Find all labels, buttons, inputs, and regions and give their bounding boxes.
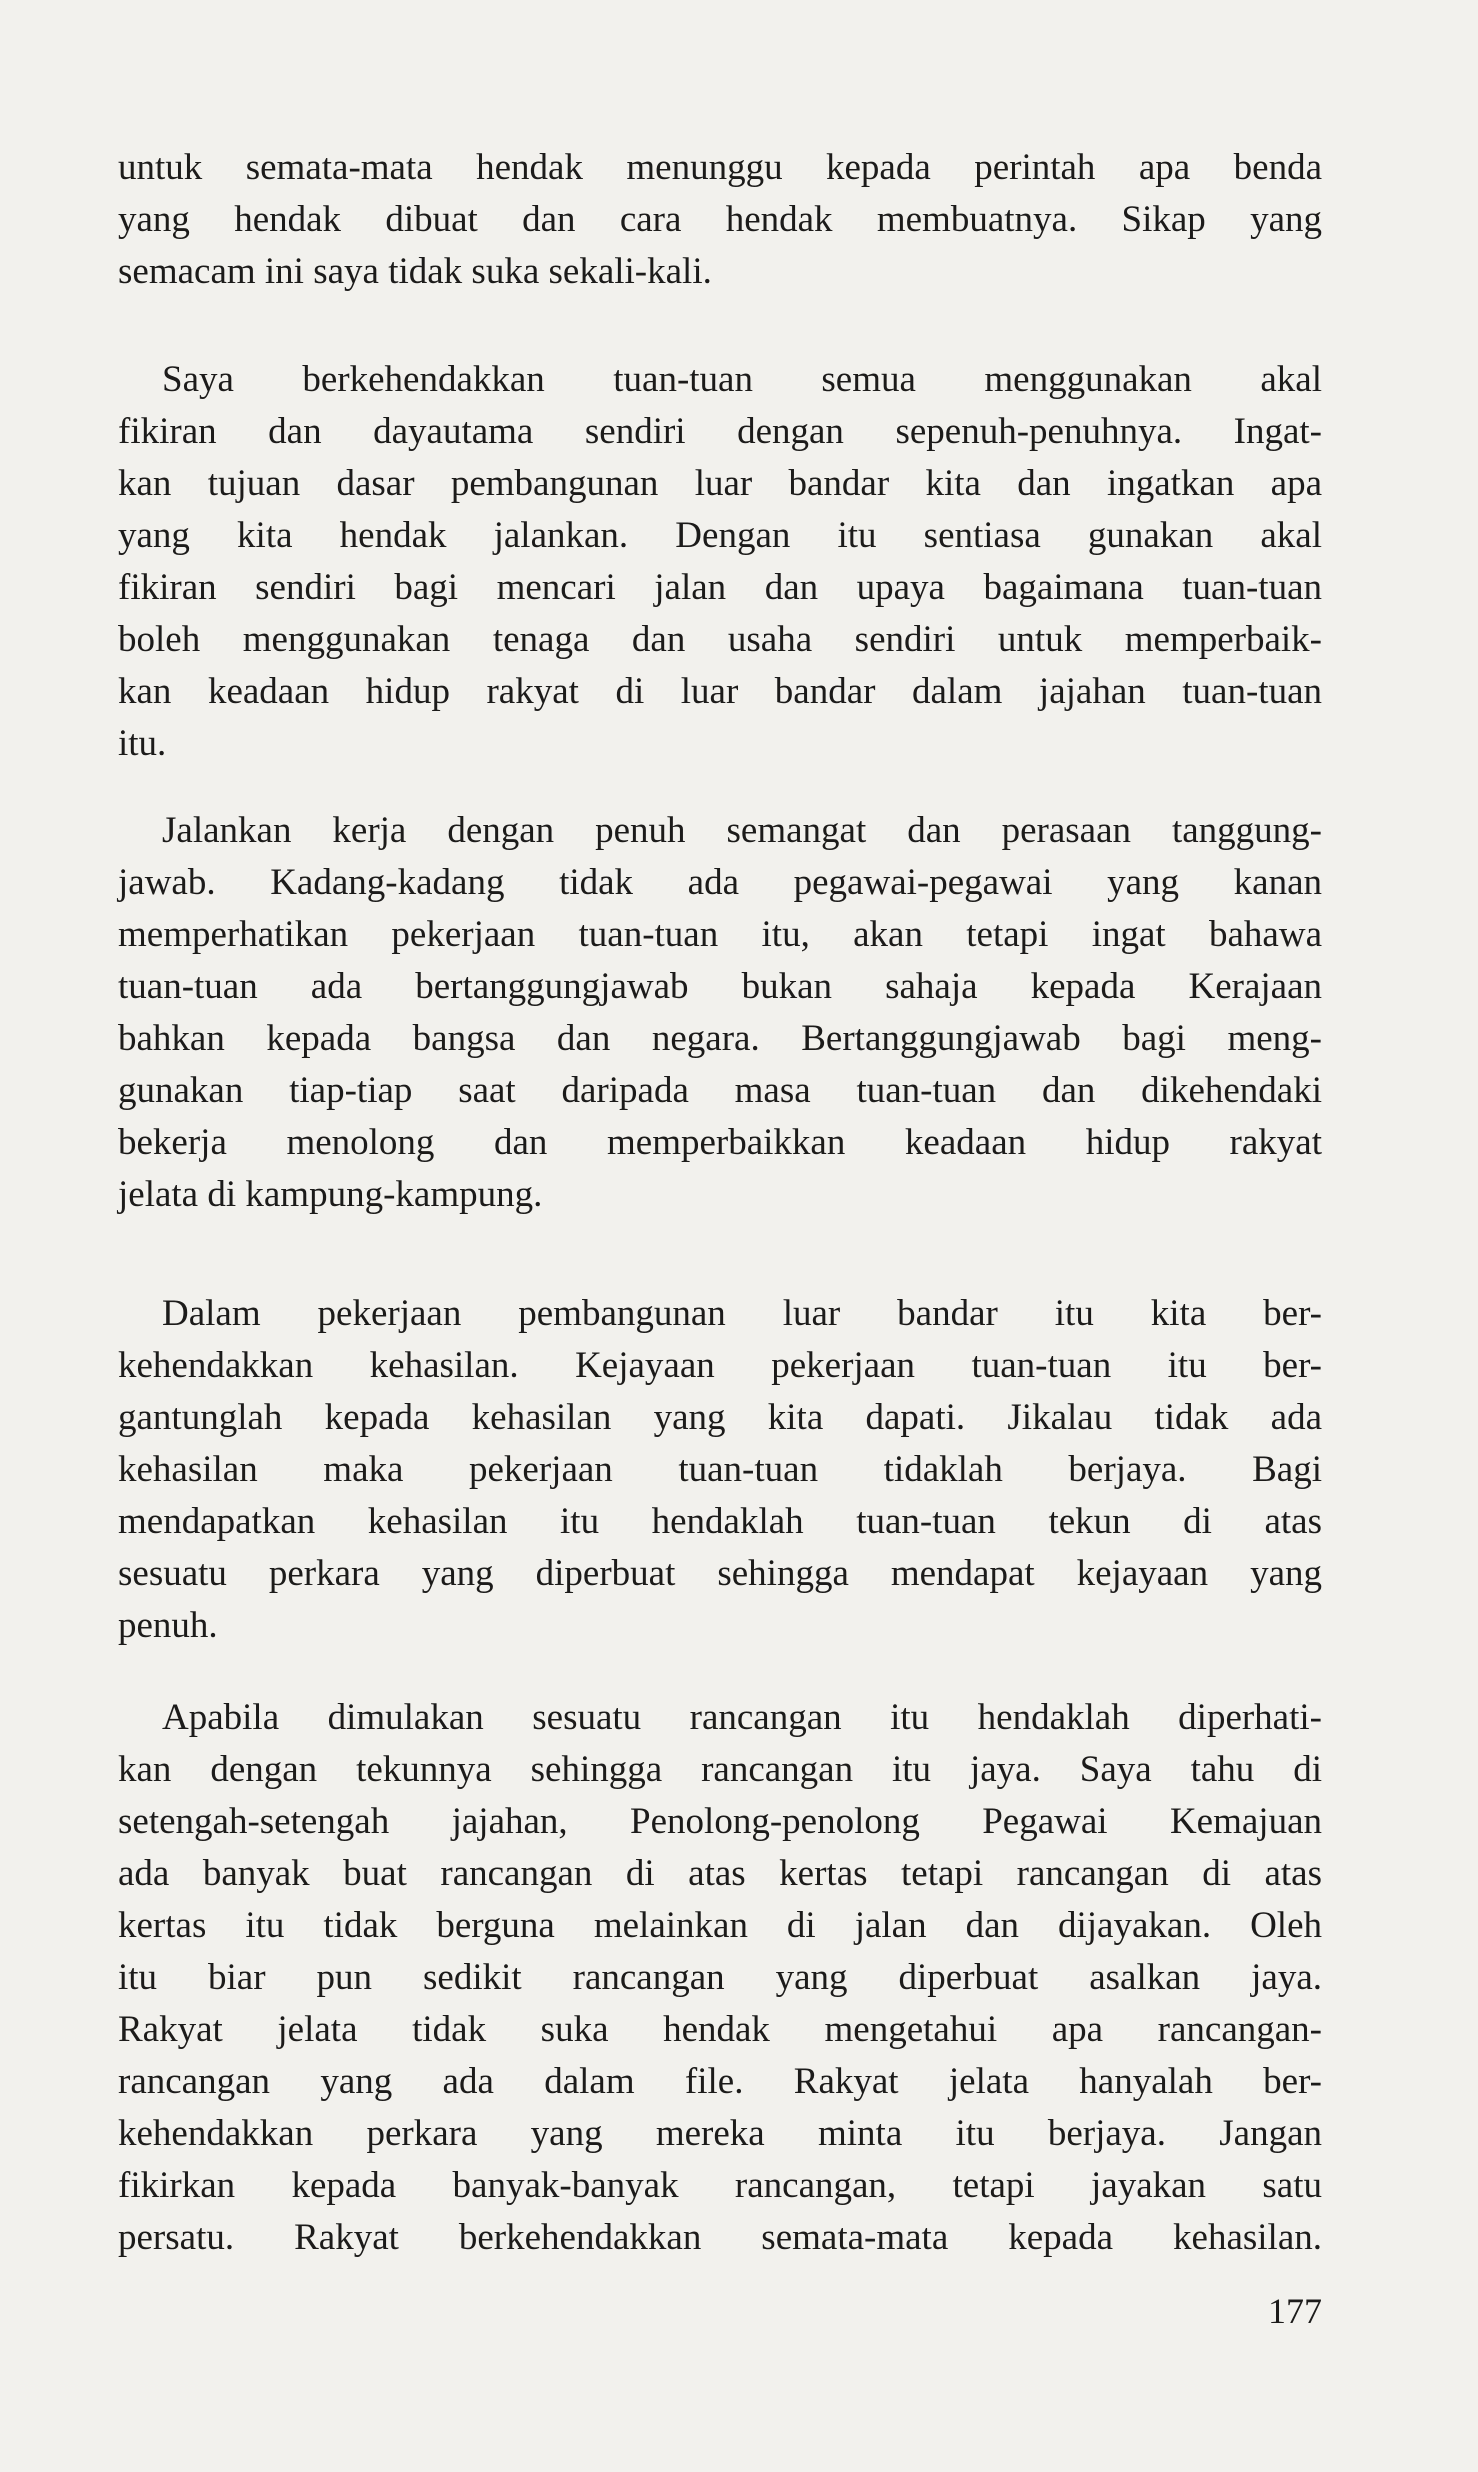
- text-line: kehendakkan perkara yang mereka minta itu berjaya. Jangan: [118, 2113, 1322, 2154]
- text-line: bekerja menolong dan memperbaikkan keadaan hidup rakyat: [118, 1122, 1322, 1163]
- text-line: kertas itu tidak berguna melainkan di jalan dan dijayakan. Oleh: [118, 1905, 1322, 1946]
- paragraph-1: [118, 142, 1322, 298]
- text-line: fikiran dan dayautama sendiri dengan sepenuh-penuhnya. Ingat-: [118, 411, 1322, 452]
- text-line: kehendakkan kehasilan. Kejayaan pekerjaan tuan-tuan itu ber-: [118, 1345, 1322, 1386]
- page-number: 177: [1268, 2291, 1322, 2331]
- text-line: gantunglah kepada kehasilan yang kita dapati. Jikalau tidak ada: [118, 1397, 1322, 1438]
- text-line: mendapatkan kehasilan itu hendaklah tuan-tuan tekun di atas: [118, 1501, 1322, 1542]
- text-line: persatu. Rakyat berkehendakkan semata-mata kepada kehasilan.: [118, 2217, 1322, 2258]
- text-line: kan tujuan dasar pembangunan luar bandar kita dan ingatkan apa: [118, 463, 1322, 504]
- text-line: setengah-setengah jajahan, Penolong-penolong Pegawai Kemajuan: [118, 1801, 1322, 1842]
- text-line: fikiran sendiri bagi mencari jalan dan upaya bagaimana tuan-tuan: [118, 567, 1322, 608]
- text-line: gunakan tiap-tiap saat daripada masa tuan-tuan dan dikehendaki: [118, 1070, 1322, 1111]
- text-line: Rakyat jelata tidak suka hendak mengetahui apa rancangan-: [118, 2009, 1322, 2050]
- text-line: bahkan kepada bangsa dan negara. Bertanggungjawab bagi meng-: [118, 1018, 1322, 1059]
- text-line: jelata di kampung-kampung.: [118, 1174, 543, 1215]
- text-line: Dalam pekerjaan pembangunan luar bandar itu kita ber-: [162, 1293, 1322, 1334]
- text-line: memperhatikan pekerjaan tuan-tuan itu, akan tetapi ingat bahawa: [118, 914, 1322, 955]
- text-line: Saya berkehendakkan tuan-tuan semua menggunakan akal: [162, 359, 1322, 400]
- text-line: jawab. Kadang-kadang tidak ada pegawai-pegawai yang kanan: [118, 862, 1322, 903]
- text-line: ada banyak buat rancangan di atas kertas tetapi rancangan di atas: [118, 1853, 1322, 1894]
- text-line: itu.: [118, 723, 167, 764]
- text-line: rancangan yang ada dalam file. Rakyat jelata hanyalah ber-: [118, 2061, 1322, 2102]
- text-line: yang kita hendak jalankan. Dengan itu sentiasa gunakan akal: [118, 515, 1322, 556]
- text-line: semacam ini saya tidak suka sekali-kali.: [118, 251, 712, 292]
- text-line: kehasilan maka pekerjaan tuan-tuan tidaklah berjaya. Bagi: [118, 1449, 1322, 1490]
- text-line: kan keadaan hidup rakyat di luar bandar dalam jajahan tuan-tuan: [118, 671, 1322, 712]
- text-line: Jalankan kerja dengan penuh semangat dan perasaan tanggung-: [162, 810, 1322, 851]
- paragraph-5: [118, 1692, 1322, 2264]
- text-line: itu biar pun sedikit rancangan yang diperbuat asalkan jaya.: [118, 1957, 1322, 1998]
- text-line: Apabila dimulakan sesuatu rancangan itu hendaklah diperhati-: [162, 1697, 1322, 1738]
- paragraph-3: [118, 805, 1322, 1221]
- text-line: kan dengan tekunnya sehingga rancangan itu jaya. Saya tahu di: [118, 1749, 1322, 1790]
- text-line: fikirkan kepada banyak-banyak rancangan, tetapi jayakan satu: [118, 2165, 1322, 2206]
- text-line: sesuatu perkara yang diperbuat sehingga mendapat kejayaan yang: [118, 1553, 1322, 1594]
- text-line: boleh menggunakan tenaga dan usaha sendiri untuk memperbaik-: [118, 619, 1322, 660]
- paragraph-4: [118, 1288, 1322, 1652]
- text-line: tuan-tuan ada bertanggungjawab bukan sahaja kepada Kerajaan: [118, 966, 1322, 1007]
- text-line: yang hendak dibuat dan cara hendak membuatnya. Sikap yang: [118, 199, 1322, 240]
- text-line: penuh.: [118, 1605, 218, 1646]
- text-line: untuk semata-mata hendak menunggu kepada perintah apa benda: [118, 147, 1322, 188]
- paragraph-2: [118, 354, 1322, 770]
